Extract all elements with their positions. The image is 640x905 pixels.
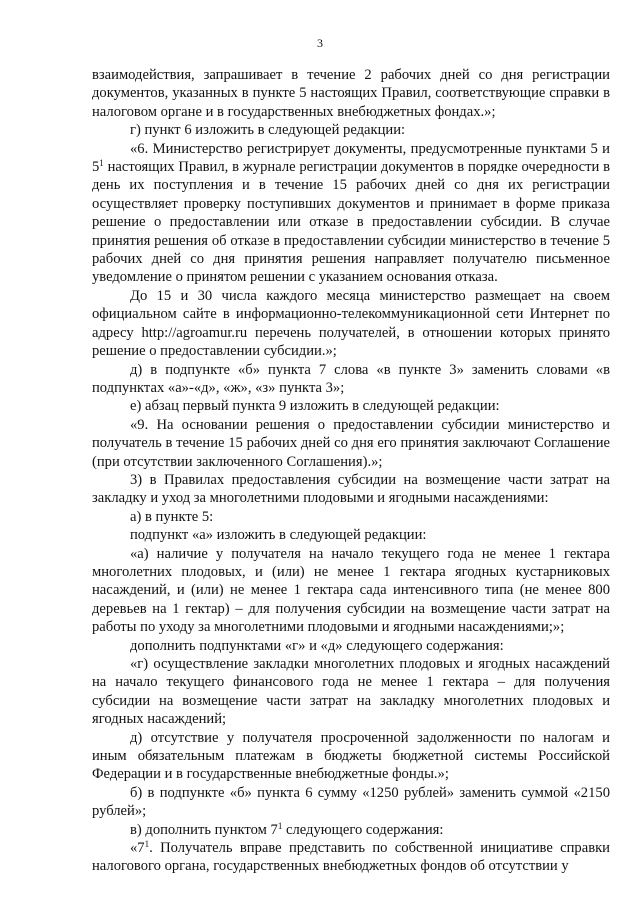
paragraph-publication: До 15 и 30 числа каждого месяца министерство размещает на своем официальном сайте в информационно-телекоммуникационной сети Интернет по адресу http://agroamur.ru перечень получателей, в отношении которых принято решение о предоставлении субсидии.»; (92, 287, 610, 360)
paragraph-text-part: следующего содержания: (282, 821, 444, 838)
paragraph-text-part: в) дополнить пунктом 7 (130, 821, 278, 838)
page-number: 3 (317, 36, 323, 50)
paragraph-text-part: «6. Министерство регистрирует документы, предусмотренные пунктами 5 и 5 (92, 140, 610, 176)
document-body (92, 66, 610, 876)
paragraph-subitem-g: «г) осуществление закладки многолетних плодовых и ягодных насаждений на начало текущего финансового года не менее 1 гектара – для получения субсидии на возмещение части затрат на закладку многолетних плодовых и ягодных насаждений; (92, 656, 610, 728)
paragraph-text-part: настоящих Правил, в журнале регистрации документов в порядке очередности в день их поступления и в течение 15 рабочих дней со дня их регистрации осуществляет проверку поступивших документов и принимает в форме приказа решение о предоставлении или отказе в предоставлении субсидии. В случае принятия решения об отказе в предоставлении субсидии министерство в течение 5 рабочих дней со дня принятия решения направляет получателю письменное уведомление о принятом решении с указанием основания отказа. (92, 159, 610, 286)
paragraph-continuation: взаимодействия, запрашивает в течение 2 рабочих дней со дня регистрации документов, указанных в пункте 5 настоящих Правил, соответствующие справки в налоговом органе и в государственных внебюджетных фондах.»; (92, 67, 610, 120)
paragraph-item-b: б) в подпункте «б» пункта 6 сумму «1250 рублей» заменить суммой «2150 рублей»; (92, 784, 610, 820)
paragraph-rules-3: 3) в Правилах предоставления субсидии на возмещение части затрат на закладку и уход за многолетними плодовыми и ягодными насаждениями: (92, 471, 610, 507)
paragraph-text-part: . Получатель вправе представить по собственной инициативе справки налогового органа, государственных внебюджетных фондов об отсутствии у (92, 840, 610, 875)
paragraph-item-v (92, 821, 610, 839)
paragraph-point-7-1 (92, 839, 610, 876)
superscript: 1 (277, 820, 283, 831)
paragraph-subitem-d: д) отсутствие у получателя просроченной задолженности по налогам и иным обязательным платежам в бюджеты бюджетной системы Российской Федерации и в государственные внебюджетные фонды.»; (92, 729, 610, 783)
paragraph-subitem-a-text: «а) наличие у получателя на начало текущего года не менее 1 гектара многолетних плодовых, и (или) не менее 1 гектара ягодных кустарниковых насаждений, и (или) не менее 1 гектара сада интенсивного типа (не менее 800 деревьев на 1 гектар) – для получения субсидии на возмещение части затрат на работы по уходу за многолетними плодовыми и ягодными насаждениями;»; (92, 545, 610, 636)
paragraph-point-9: «9. На основании решения о предоставлении субсидии министерство и получатель в течение 15 рабочих дней со дня его принятия заключают Соглашение (при отсутствии заключенного Соглашения).»; (92, 416, 610, 470)
paragraph-subitem-a: подпункт «а» изложить в следующей редакции: (130, 527, 427, 544)
paragraph-item-g: г) пункт 6 изложить в следующей редакции: (130, 122, 406, 139)
paragraph-item-d: д) в подпункте «б» пункта 7 слова «в пункте 3» заменить словами «в подпунктах «а»-«д», «ж», «з» пункта 3»; (92, 361, 610, 396)
superscript: 1 (144, 839, 150, 850)
paragraph-item-a: а) в пункте 5: (130, 508, 214, 525)
paragraph-add-subitems: дополнить подпунктами «г» и «д» следующего содержания: (130, 637, 504, 654)
paragraph-point-6 (92, 140, 610, 287)
paragraph-item-e: е) абзац первый пункта 9 изложить в следующей редакции: (130, 398, 500, 415)
superscript: 1 (99, 158, 104, 169)
paragraph-text-part: «7 (130, 840, 145, 857)
